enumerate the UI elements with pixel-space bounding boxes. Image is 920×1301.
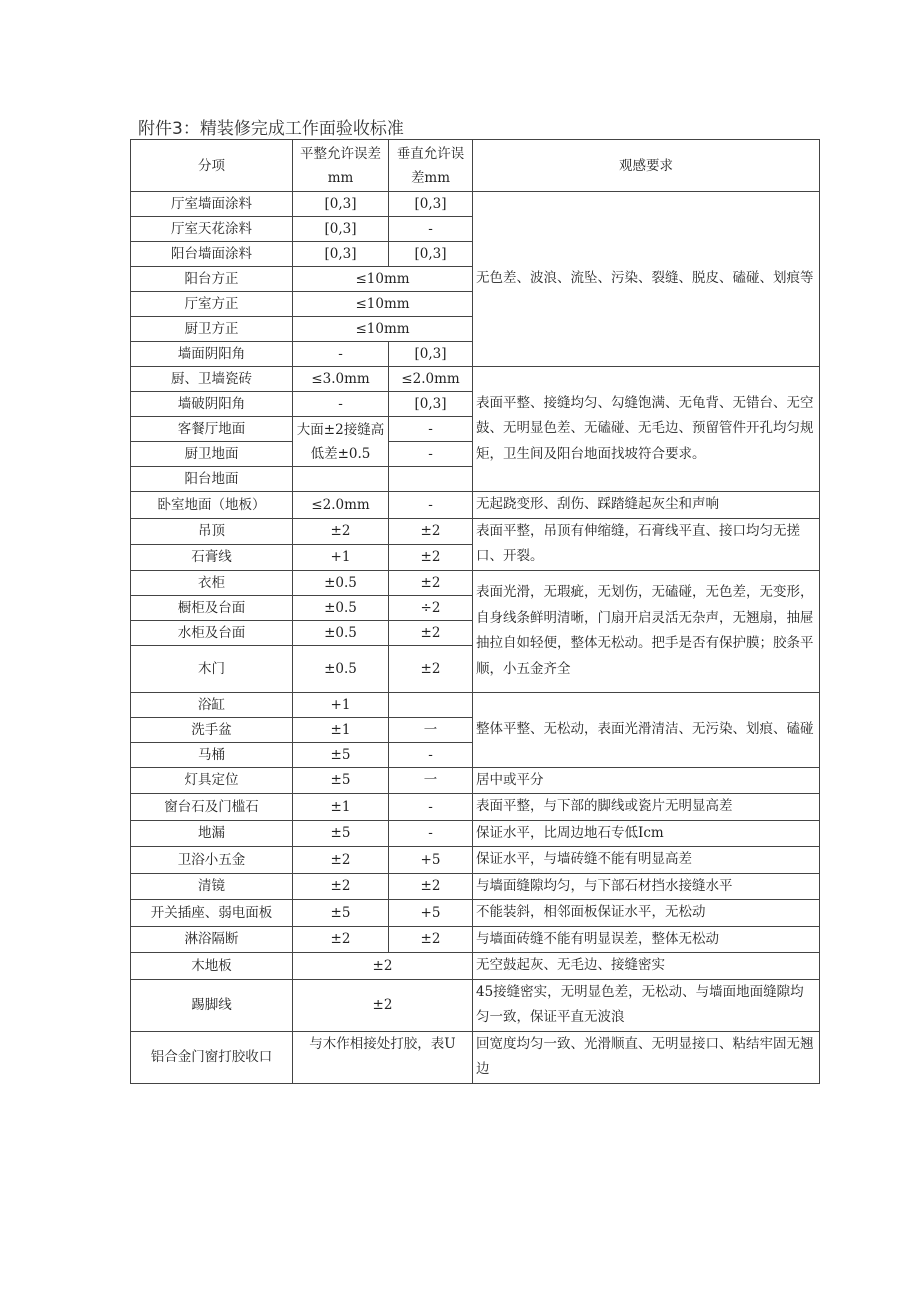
- row-vert: ±2: [389, 518, 473, 544]
- row-merged: ≤10mm: [293, 317, 473, 342]
- req-sanitary: 整体平整、无松动，表面光滑清洁、无污染、划痕、磕碰: [473, 692, 820, 767]
- row-flat: ±0.5: [293, 595, 389, 620]
- row-vert: [0,3]: [389, 342, 473, 367]
- req-paint: 无色差、波浪、流坠、污染、裂缝、脱皮、磕碰、划痕等: [473, 192, 820, 367]
- row-item: 木门: [131, 645, 293, 692]
- floor-flat-merged: 大面±2接缝高低差±0.5: [293, 417, 389, 467]
- row-item: 浴缸: [131, 692, 293, 717]
- row-vert: -: [389, 492, 473, 519]
- row-vert: ÷2: [389, 595, 473, 620]
- row-flat: +1: [293, 692, 389, 717]
- row-item: 吊顶: [131, 518, 293, 544]
- row-flat: ±0.5: [293, 620, 389, 645]
- row-item: 衣柜: [131, 570, 293, 595]
- row-flat: -: [293, 342, 389, 367]
- row-flat: -: [293, 392, 389, 417]
- header-item: 分项: [131, 140, 293, 192]
- row-flat: ±1: [293, 717, 389, 742]
- row-item: 窗台石及门槛石: [131, 794, 293, 821]
- row-vert: -: [389, 742, 473, 767]
- row-vert: -: [389, 442, 473, 467]
- row-item: 墙破阴阳角: [131, 392, 293, 417]
- row-flat: ±0.5: [293, 645, 389, 692]
- row-item: 阳台地面: [131, 467, 293, 492]
- row-item: 阳台方正: [131, 267, 293, 292]
- row-vert: [389, 467, 473, 492]
- row-flat: ±2: [293, 926, 389, 953]
- row-flat: ±2: [293, 518, 389, 544]
- row-merged: ≤10mm: [293, 267, 473, 292]
- row-flat: [0,3]: [293, 217, 389, 242]
- row-req: 表面平整，与下部的脚线或瓷片无明显高差: [473, 794, 820, 821]
- row-item: 洗手盆: [131, 717, 293, 742]
- row-req: 与墙面缝隙均匀，与下部石材挡水接缝水平: [473, 873, 820, 900]
- row-vert: 一: [389, 717, 473, 742]
- row-vert: +5: [389, 847, 473, 874]
- row-vert: ±2: [389, 645, 473, 692]
- row-item: 厨、卫墙瓷砖: [131, 367, 293, 392]
- row-item: 厨卫方正: [131, 317, 293, 342]
- row-req: 回宽度均匀一致、光滑顺直、无明显接口、粘结牢固无翘边: [473, 1031, 820, 1083]
- page-title: 附件3：精装修完成工作面验收标准: [138, 119, 404, 139]
- row-item: 马桶: [131, 742, 293, 767]
- row-item: 厅室方正: [131, 292, 293, 317]
- row-vert: +5: [389, 900, 473, 927]
- row-flat: ±5: [293, 900, 389, 927]
- row-req: 保证水平，与墙砖缝不能有明显高差: [473, 847, 820, 874]
- row-item: 清镜: [131, 873, 293, 900]
- row-vert: ±2: [389, 620, 473, 645]
- row-req: 与墙面砖缝不能有明显误差，整体无松动: [473, 926, 820, 953]
- row-item: 客餐厅地面: [131, 417, 293, 442]
- row-vert: -: [389, 417, 473, 442]
- row-req: 无空鼓起灰、无毛边、接缝密实: [473, 953, 820, 980]
- header-verticality: 垂直允许误差mm: [389, 140, 473, 192]
- row-req: 不能装斜，相邻面板保证水平，无松动: [473, 900, 820, 927]
- row-vert: -: [389, 794, 473, 821]
- row-vert: [389, 692, 473, 717]
- row-flat: [293, 467, 389, 492]
- row-vert: ±2: [389, 873, 473, 900]
- row-item: 灯具定位: [131, 767, 293, 794]
- acceptance-standards-table: [130, 139, 820, 1084]
- row-vert: -: [389, 217, 473, 242]
- req-tile: 表面平整、接缝均匀、勾缝饱满、无龟背、无错台、无空鼓、无明显色差、无磕碰、无毛边、预留管件开孔均匀规矩，卫生间及阳台地面找坡符合要求。: [473, 367, 820, 492]
- header-visual-requirements: 观感要求: [473, 140, 820, 192]
- row-flat: ±2: [293, 873, 389, 900]
- req-cabinet: 表面光滑，无瑕疵，无划伤，无磕碰，无色差，无变形，自身线条鲜明清晰，门扇开启灵活无杂声，无翘扇，抽屉抽拉自如轻便，整体无松动。把手是否有保护膜；胶条平顺，小五金齐全: [473, 570, 820, 692]
- row-req: 居中或平分: [473, 767, 820, 794]
- row-item: 铝合金门窗打胶收口: [131, 1031, 293, 1083]
- row-item: 开关插座、弱电面板: [131, 900, 293, 927]
- row-flat: [0,3]: [293, 242, 389, 267]
- row-flat: +1: [293, 544, 389, 570]
- row-vert: ≤2.0mm: [389, 367, 473, 392]
- row-flat: ≤3.0mm: [293, 367, 389, 392]
- row-item: 淋浴隔断: [131, 926, 293, 953]
- row-flat: ±5: [293, 820, 389, 847]
- row-flat: ±5: [293, 742, 389, 767]
- row-item: 厅室天花涂料: [131, 217, 293, 242]
- row-vert: ±2: [389, 926, 473, 953]
- row-merged: ±2: [293, 953, 473, 980]
- row-req: 保证水平，比周边地石专低Icm: [473, 820, 820, 847]
- row-vert: ±2: [389, 544, 473, 570]
- row-item: 阳台墙面涂料: [131, 242, 293, 267]
- row-flat: ±1: [293, 794, 389, 821]
- row-item: 橱柜及台面: [131, 595, 293, 620]
- row-vert: [0,3]: [389, 242, 473, 267]
- row-item: 厨卫地面: [131, 442, 293, 467]
- row-flat: ±5: [293, 767, 389, 794]
- row-item: 木地板: [131, 953, 293, 980]
- row-item: 地漏: [131, 820, 293, 847]
- row-merged: ±2: [293, 979, 473, 1031]
- req-bedroom: 无起跷变形、刮伤、踩踏缝起灰尘和声响: [473, 492, 820, 519]
- row-flat: ±2: [293, 847, 389, 874]
- row-merged: 与木作相接处打胶，表U: [293, 1031, 473, 1083]
- row-vert: 一: [389, 767, 473, 794]
- row-vert: ±2: [389, 570, 473, 595]
- row-item: 墙面阴阳角: [131, 342, 293, 367]
- row-merged: ≤10mm: [293, 292, 473, 317]
- row-vert: [0,3]: [389, 392, 473, 417]
- header-flatness: 平整允许误差mm: [293, 140, 389, 192]
- row-flat: ±0.5: [293, 570, 389, 595]
- row-item: 水柜及台面: [131, 620, 293, 645]
- row-item: 踢脚线: [131, 979, 293, 1031]
- req-ceiling: 表面平整，吊顶有伸缩缝，石膏线平直、接口均匀无搓口、开裂。: [473, 518, 820, 570]
- row-flat: [0,3]: [293, 192, 389, 217]
- row-vert: [0,3]: [389, 192, 473, 217]
- row-item: 卫浴小五金: [131, 847, 293, 874]
- row-item: 厅室墙面涂料: [131, 192, 293, 217]
- row-item: 石膏线: [131, 544, 293, 570]
- row-req: 45接缝密实，无明显色差，无松动、与墙面地面缝隙均匀一致，保证平直无波浪: [473, 979, 820, 1031]
- row-flat: ≤2.0mm: [293, 492, 389, 519]
- row-item: 卧室地面（地板）: [131, 492, 293, 519]
- row-vert: -: [389, 820, 473, 847]
